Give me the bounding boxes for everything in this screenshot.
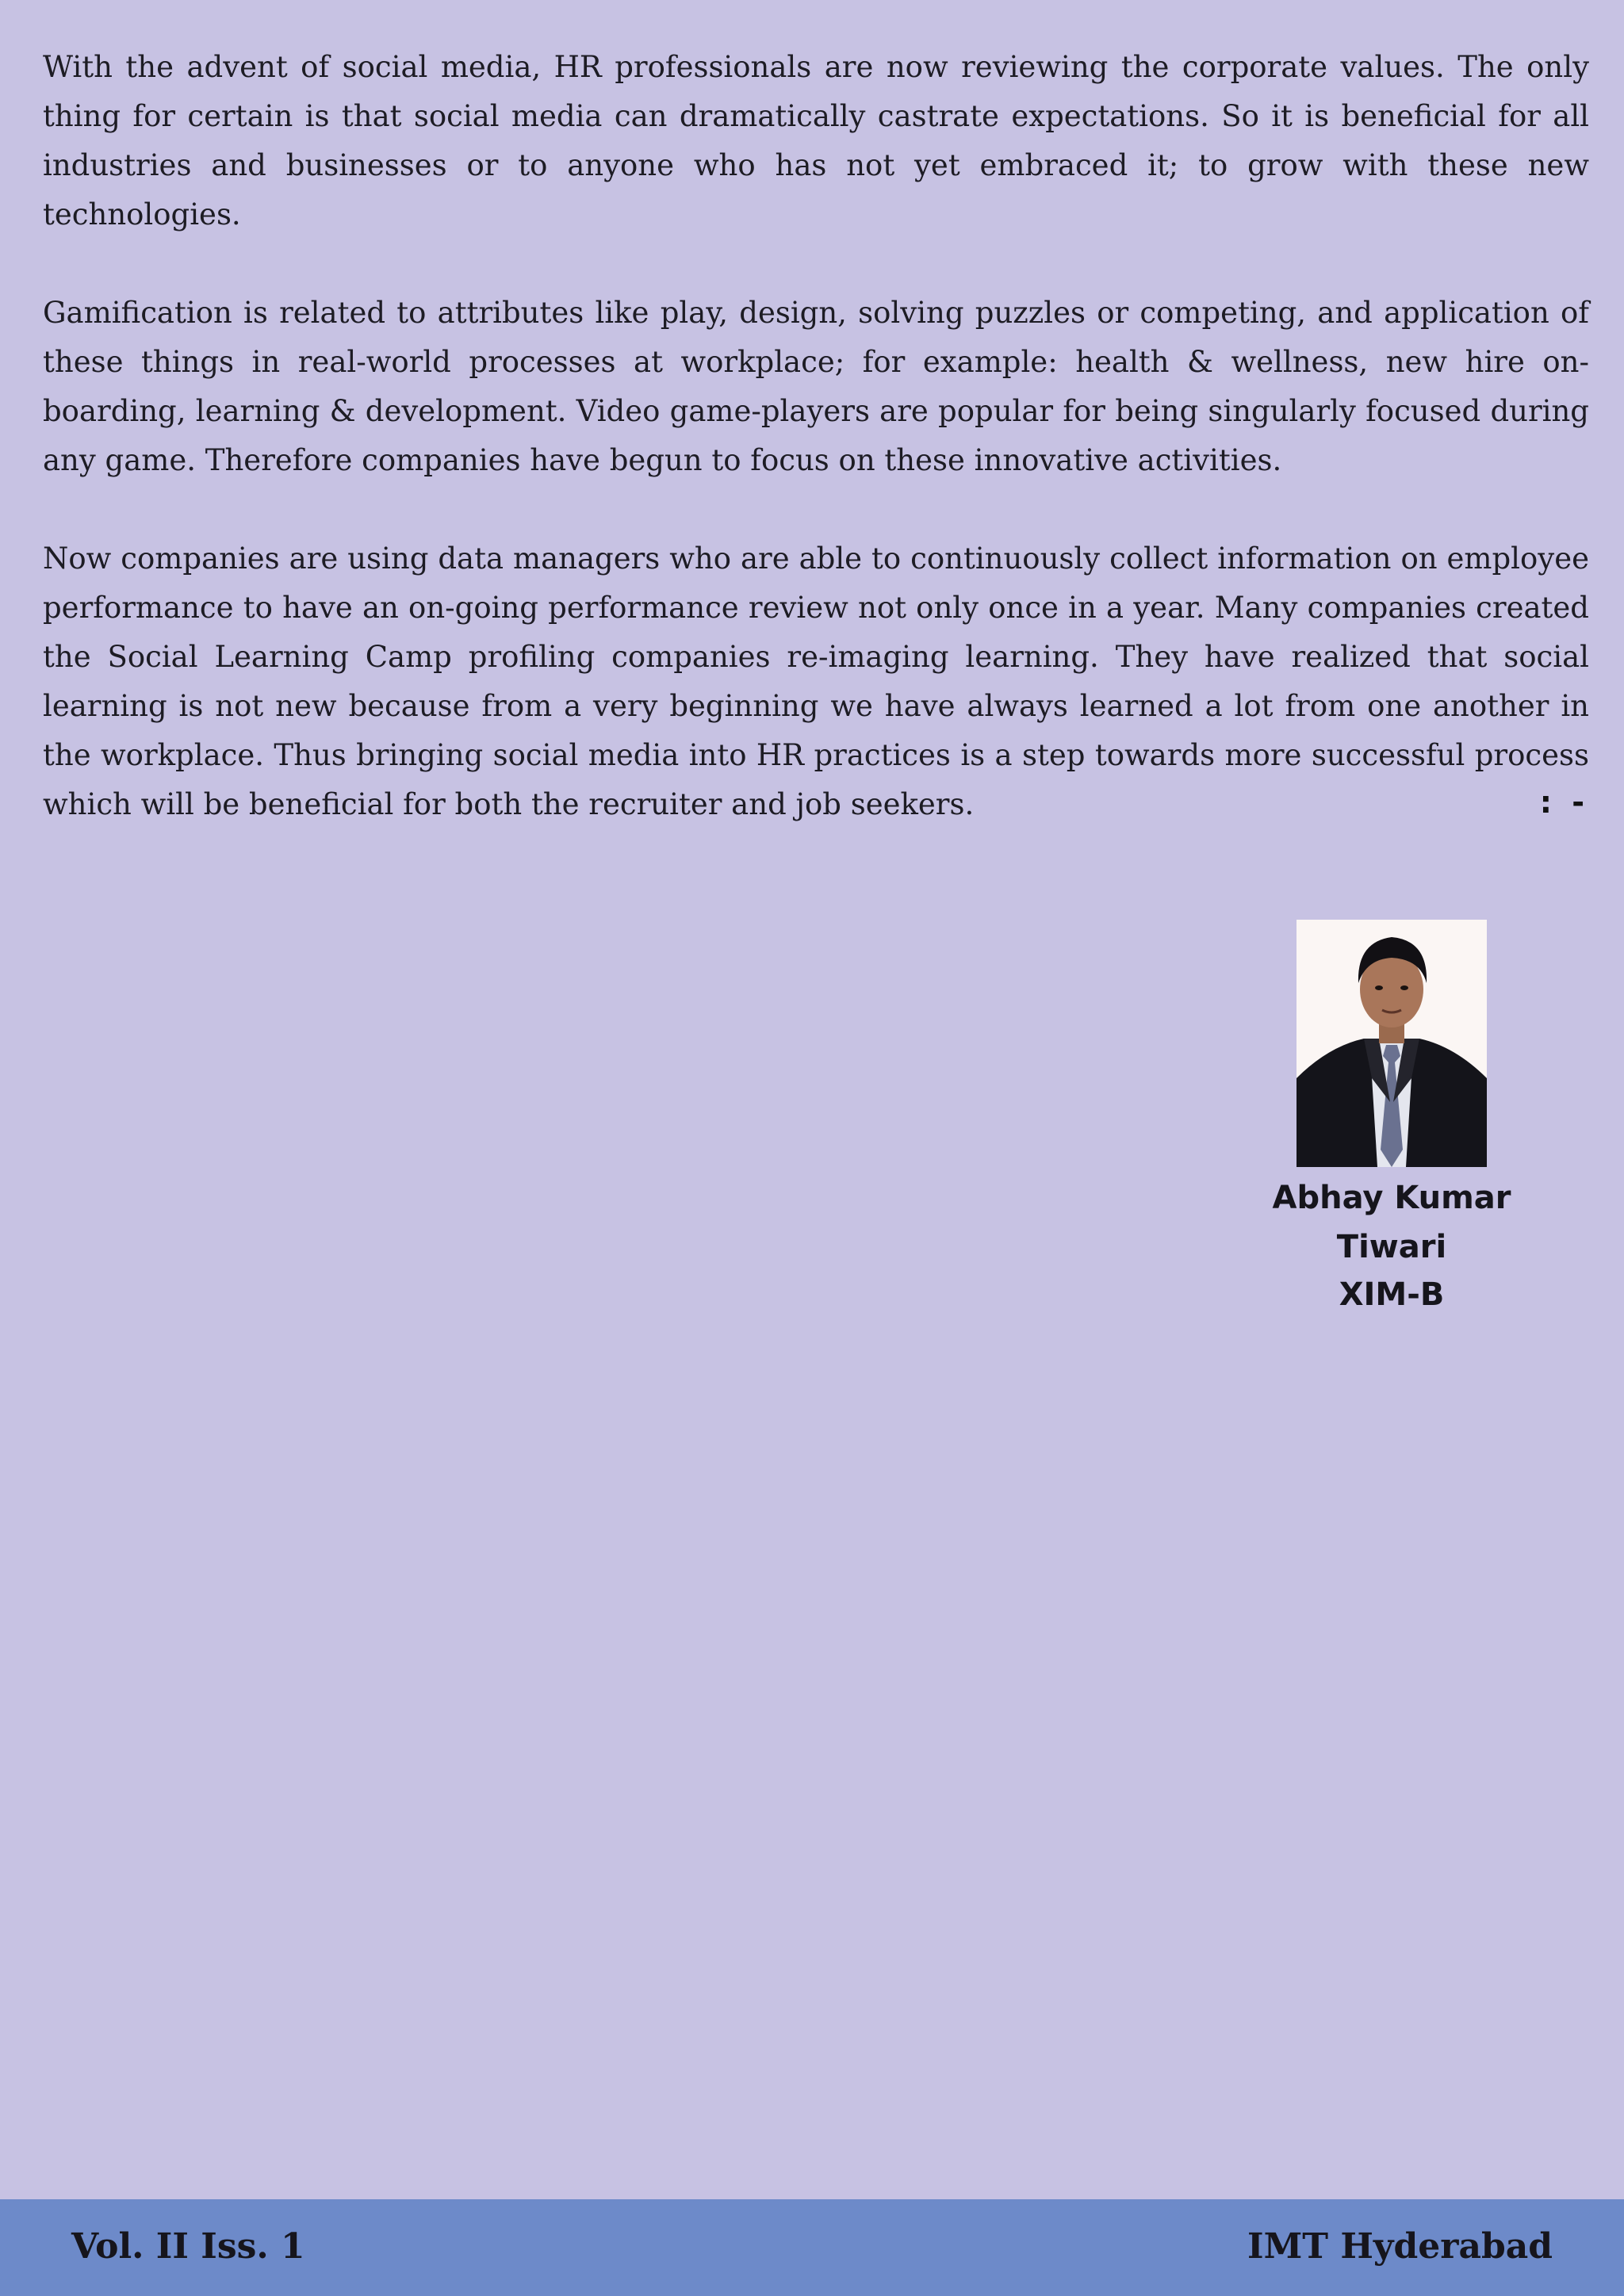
author-block bbox=[1213, 920, 1570, 1318]
signoff-mark: : - bbox=[1539, 785, 1589, 820]
author-portrait-icon bbox=[1297, 920, 1487, 1167]
page-footer bbox=[0, 2199, 1624, 2296]
footer-publisher: IMT Hyderabad bbox=[1247, 2226, 1553, 2267]
footer-volume: Vol. II Iss. 1 bbox=[71, 2226, 305, 2267]
author-name: Abhay Kumar Tiwari bbox=[1272, 1180, 1511, 1265]
article-paragraph: Now companies are using data managers who are able to continuously collect information on employee performance to have an on-going performance review not only once in a year. Many companies created the Social Learning Camp profiling companies re-imaging learning. They have realized that social learning is not new because from a very beginning we have always learned a lot from one another in the workplace. Thus bringing social media into HR practices is a step towards more successful process which will be beneficial for both the recruiter and job seekers. bbox=[43, 541, 1589, 821]
article-body bbox=[43, 43, 1589, 878]
author-institution: XIM-B bbox=[1339, 1276, 1445, 1313]
article-paragraph: Gamification is related to attributes like play, design, solving puzzles or competing, and application of these things in real-world processes at workplace; for example: health & wellness, new hire on-boarding, learning & development. Video game-players are popular for being singularly focused during any game. Therefore companies have begun to focus on these innovative activities. bbox=[43, 296, 1589, 477]
article-paragraph: With the advent of social media, HR professionals are now reviewing the corporate values. The only thing for certain is that social media can dramatically castrate expectations. So it is beneficial for all industries and businesses or to anyone who has not yet embraced it; to grow with these new technologies. bbox=[43, 50, 1589, 232]
